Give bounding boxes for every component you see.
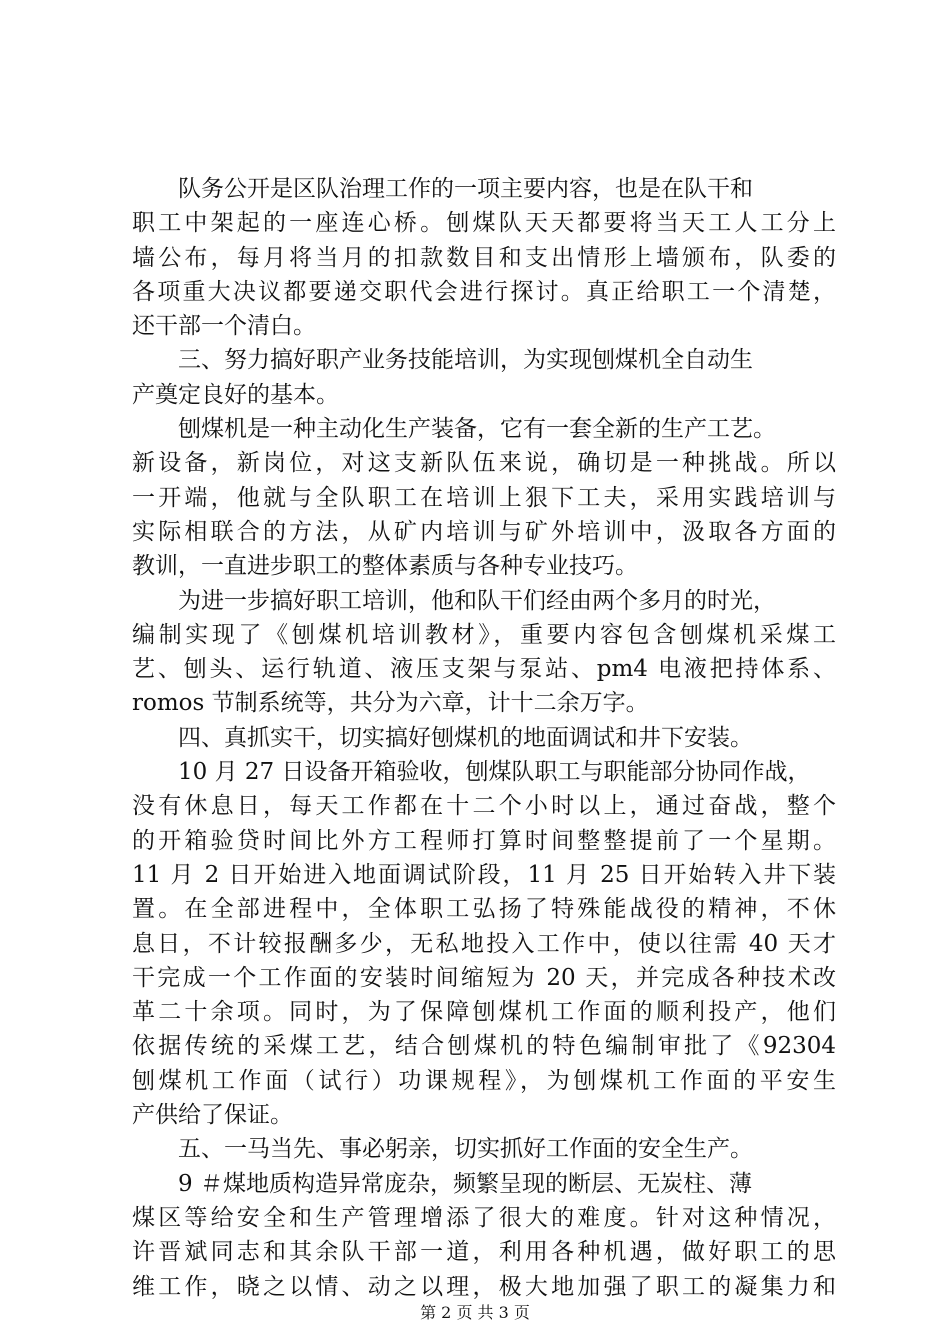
text-line: 教训，一直进步职工的整体素质与各种专业技巧。 <box>132 553 638 580</box>
text-line: 依据传统的采煤工艺，结合刨煤机的特色编制审批了《92304 <box>132 1033 836 1060</box>
text-line: 没有休息日，每天工作都在十二个小时以上，通过奋战，整个 <box>132 793 836 820</box>
section-heading: 五、一马当先、事必躬亲，切实抓好工作面的安全生产。 <box>178 1136 753 1163</box>
text-line: 各项重大决议都要递交职代会进行探讨。真正给职工一个清楚， <box>132 278 836 305</box>
text-line: 干完成一个工作面的安装时间缩短为 20 天，并完成各种技术改 <box>132 964 836 991</box>
text-line: 10 月 27 日设备开箱验收，刨煤队职工与职能部分协同作战， <box>178 759 811 786</box>
text-line: 刨煤机工作面（试行）功课规程》，为刨煤机工作面的平安生 <box>132 1067 836 1094</box>
text-line: 煤区等给安全和生产管理增添了很大的难度。针对这种情况， <box>132 1204 836 1231</box>
text-line: 许晋斌同志和其余队干部一道，利用各种机遇，做好职工的思 <box>132 1239 836 1266</box>
text-line: 9 ＃煤地质构造异常庞杂，频繁呈现的断层、无炭柱、薄 <box>178 1170 752 1197</box>
text-line: 队务公开是区队治理工作的一项主要内容，也是在队干和 <box>178 176 753 202</box>
text-line: romos 节制系统等，共分为六章，计十二余万字。 <box>132 690 649 717</box>
text-line: 息日，不计较报酬多少，无私地投入工作中，使以往需 40 天才 <box>132 930 836 957</box>
text-line: 一开端，他就与全队职工在培训上狠下工夫，采用实践培训与 <box>132 484 836 511</box>
section-heading: 三、努力搞好职产业务技能培训，为实现刨煤机全自动生 <box>178 347 753 374</box>
body-text <box>132 172 836 1304</box>
text-line: 11 月 2 日开始进入地面调试阶段，11 月 25 日开始转入井下装 <box>132 861 836 888</box>
text-line: 产奠定良好的基本。 <box>132 381 339 408</box>
text-line: 置。在全部进程中，全体职工弘扬了特殊能战役的精神，不休 <box>132 896 836 923</box>
text-line: 还干部一个清白。 <box>132 313 316 340</box>
text-line: 维工作，晓之以情、动之以理，极大地加强了职工的凝集力和 <box>132 1273 836 1300</box>
text-line: 为进一步搞好职工培训，他和队干们经由两个多月的时光， <box>178 587 776 614</box>
text-line: 刨煤机是一种主动化生产装备，它有一套全新的生产工艺。 <box>178 416 776 443</box>
text-line: 编制实现了《刨煤机培训教材》，重要内容包含刨煤机采煤工 <box>132 621 836 648</box>
section-heading: 四、真抓实干，切实搞好刨煤机的地面调试和井下安装。 <box>178 724 753 751</box>
text-line: 的开箱验贷时间比外方工程师打算时间整整提前了一个星期。 <box>132 827 836 854</box>
text-line: 职工中架起的一座连心桥。刨煤队天天都要将当天工人工分上 <box>132 210 836 237</box>
text-line: 实际相联合的方法，从矿内培训与矿外培训中，汲取各方面的 <box>132 518 836 545</box>
text-line: 革二十余项。同时，为了保障刨煤机工作面的顺利投产，他们 <box>132 999 836 1026</box>
page-footer: 第 2 页 共 3 页 <box>420 1303 530 1322</box>
text-line: 产供给了保证。 <box>132 1102 293 1129</box>
text-line: 艺、刨头、运行轨道、液压支架与泵站、pm4 电液把持体系、 <box>132 656 836 683</box>
text-line: 新设备，新岗位，对这支新队伍来说，确切是一种挑战。所以 <box>132 450 836 477</box>
text-line: 墙公布，每月将当月的扣款数目和支出情形上墙颁布，队委的 <box>132 244 836 271</box>
